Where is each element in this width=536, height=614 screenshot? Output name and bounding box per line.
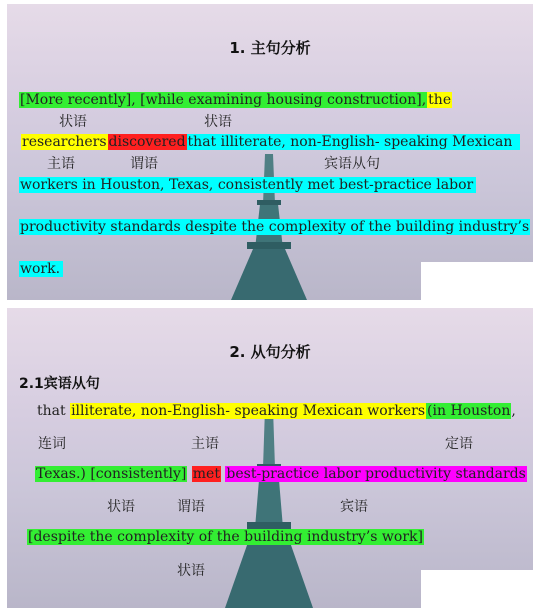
s2-line1: that illiterate, non-English- speaking Mexican workers (in Houston, — [37, 403, 516, 419]
label-predicate: 谓语 — [130, 156, 158, 172]
object-clause-highlight: that illiterate, non-English- speaking Mexican — [187, 134, 521, 150]
s1-line3: workers in Houston, Texas, consistently met best-practice labor — [19, 175, 476, 195]
verb-highlight: discovered — [108, 134, 186, 150]
label-despite-adverbial: 状语 — [177, 563, 205, 579]
slide-clause-analysis — [7, 308, 533, 608]
s1-line4: productivity standards despite the complexity of the building industry’s — [20, 219, 530, 235]
label-clause-adverbial: 状语 — [107, 499, 135, 515]
s1-line5: work. — [19, 259, 63, 279]
white-overlay — [421, 570, 533, 608]
clause-object-highlight: best-practice labor productivity standards — [226, 466, 526, 482]
clause-adverbial-highlight: Texas.) [consistently] — [36, 466, 187, 482]
slide1-title: 1. 主句分析 — [229, 39, 311, 57]
label-attribute: 定语 — [445, 436, 473, 452]
label-object-clause: 宾语从句 — [324, 156, 380, 172]
label-adverbial-2: 状语 — [204, 114, 232, 130]
adverbials-highlight: [More recently], [while examining housing construction], — [20, 92, 427, 108]
s1-line2 — [21, 132, 520, 152]
s2-line2 — [35, 464, 527, 484]
label-conjunction: 连词 — [38, 436, 66, 452]
attribute-highlight: (in Houston — [427, 403, 511, 419]
label-clause-subject: 主语 — [191, 436, 219, 452]
slide2-title: 2. 从句分析 — [229, 343, 311, 361]
s1-line1 — [19, 90, 452, 110]
subject-highlight: researchers — [22, 134, 107, 150]
despite-adverbial-highlight: [despite the complexity of the building industry’s work] — [28, 529, 423, 545]
label-clause-object: 宾语 — [340, 499, 368, 515]
slide-main-clause — [7, 4, 533, 300]
label-subject: 主语 — [47, 156, 75, 172]
clause-verb-highlight: met — [192, 466, 220, 482]
s2-line3 — [27, 527, 424, 547]
label-clause-predicate: 谓语 — [177, 499, 205, 515]
white-overlay — [421, 262, 533, 300]
the-highlight: the — [428, 92, 452, 108]
section-subtitle: 2.1宾语从句 — [19, 376, 100, 392]
label-adverbial-1: 状语 — [59, 114, 87, 130]
clause-subject-highlight: illiterate, non-English- speaking Mexican workers — [71, 403, 426, 419]
